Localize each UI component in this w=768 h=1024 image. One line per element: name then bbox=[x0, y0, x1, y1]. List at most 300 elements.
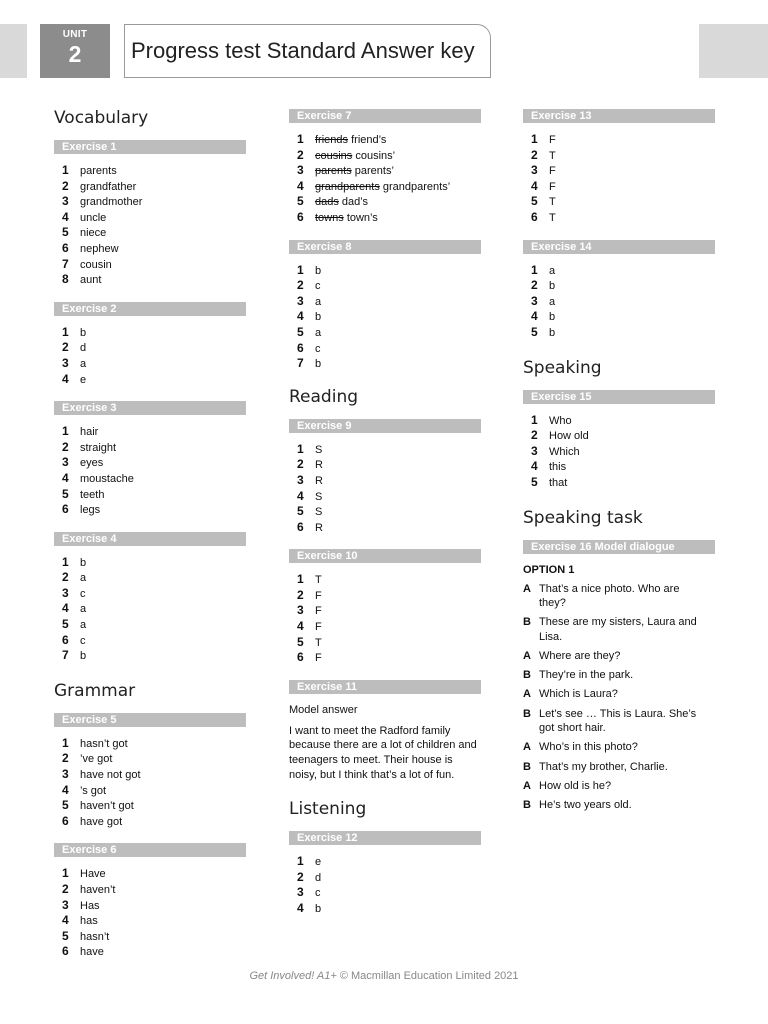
answer-item bbox=[62, 372, 246, 388]
answer-text: ’ve got bbox=[80, 753, 113, 766]
item-number: 1 bbox=[297, 132, 304, 146]
answer-text: grandmother bbox=[80, 196, 143, 209]
answer-item bbox=[62, 272, 246, 288]
answer-item bbox=[62, 555, 246, 571]
answer-item bbox=[62, 257, 246, 273]
answer-text: T bbox=[315, 636, 322, 649]
item-number: 4 bbox=[297, 901, 304, 915]
section-heading-vocabulary: Vocabulary bbox=[54, 108, 149, 128]
answer-text: grandparents’ bbox=[382, 180, 451, 193]
item-number: 7 bbox=[62, 256, 69, 271]
answer-item bbox=[297, 650, 481, 666]
answer-item bbox=[531, 179, 715, 195]
answer-item bbox=[62, 163, 246, 179]
exercise-bar: Exercise 10 bbox=[289, 549, 481, 563]
answer-text: nephew bbox=[80, 242, 119, 255]
exercise-bar: Exercise 16 Model dialogue bbox=[523, 540, 715, 554]
answer-item bbox=[297, 457, 481, 473]
answer-text: b bbox=[549, 326, 556, 339]
answer-item bbox=[297, 854, 481, 870]
item-number: 2 bbox=[62, 570, 69, 585]
answer-text: F bbox=[315, 605, 322, 618]
item-number: 7 bbox=[62, 648, 69, 663]
item-number: 5 bbox=[62, 928, 69, 943]
answer-text: parents’ bbox=[354, 165, 394, 178]
answer-list bbox=[289, 132, 481, 226]
answer-text: d bbox=[80, 342, 87, 355]
answer-text: have not got bbox=[80, 769, 141, 782]
page-edge-tab-right bbox=[699, 24, 768, 78]
answer-text: T bbox=[549, 149, 556, 162]
dialogue-text: Where are they? bbox=[539, 650, 621, 663]
dialogue-line bbox=[523, 798, 715, 813]
answer-text: e bbox=[80, 373, 87, 386]
answer-text: F bbox=[315, 589, 322, 602]
answer-item bbox=[297, 588, 481, 604]
item-number: 6 bbox=[297, 209, 304, 224]
option-label: OPTION 1 bbox=[523, 563, 575, 576]
answer-item bbox=[531, 325, 715, 341]
model-dialogue bbox=[523, 582, 715, 813]
exercise-bar: Exercise 14 bbox=[523, 240, 715, 254]
dialogue-text: Which is Laura? bbox=[539, 688, 618, 701]
answer-text: hasn’t got bbox=[80, 737, 128, 750]
answer-item bbox=[297, 442, 481, 458]
answer-text: T bbox=[549, 196, 556, 209]
item-number: 2 bbox=[531, 428, 538, 443]
exercise-9 bbox=[289, 419, 481, 536]
exercise-2 bbox=[54, 302, 246, 387]
answer-text: R bbox=[315, 521, 323, 534]
exercise-bar: Exercise 13 bbox=[523, 109, 715, 123]
footer-copyright: © Macmillan Education Limited 2021 bbox=[339, 970, 519, 982]
answer-text: c bbox=[80, 634, 86, 647]
item-number: 2 bbox=[62, 751, 69, 766]
item-number: 6 bbox=[62, 632, 69, 647]
answer-item bbox=[297, 901, 481, 917]
answer-item bbox=[62, 736, 246, 752]
item-number: 5 bbox=[62, 486, 69, 501]
dialogue-line bbox=[523, 615, 715, 644]
item-number: 5 bbox=[297, 324, 304, 339]
answer-text: F bbox=[549, 134, 556, 146]
answer-text: a bbox=[80, 619, 87, 632]
item-number: 4 bbox=[531, 459, 538, 474]
answer-item bbox=[62, 783, 246, 799]
item-number: 8 bbox=[62, 272, 69, 287]
answer-text: grandfather bbox=[80, 180, 137, 193]
item-number: 3 bbox=[531, 293, 538, 308]
answer-text: b bbox=[80, 650, 87, 663]
answer-text: S bbox=[315, 490, 323, 503]
speaker-label: A bbox=[523, 688, 531, 701]
item-number: 3 bbox=[62, 897, 69, 912]
item-number: 5 bbox=[62, 798, 69, 813]
answer-text: has bbox=[80, 915, 98, 928]
crossed-out-word: cousins bbox=[315, 149, 353, 162]
answer-list bbox=[54, 866, 246, 960]
exercise-bar: Exercise 6 bbox=[54, 843, 246, 857]
answer-text: haven’t bbox=[80, 884, 116, 896]
dialogue-line bbox=[523, 760, 715, 775]
item-number: 5 bbox=[62, 225, 69, 240]
answer-text: town’s bbox=[346, 211, 378, 224]
item-number: 3 bbox=[62, 355, 69, 370]
speaker-label: B bbox=[523, 798, 531, 811]
answer-item bbox=[297, 309, 481, 325]
item-number: 4 bbox=[297, 178, 304, 193]
item-number: 3 bbox=[62, 455, 69, 470]
item-number: 3 bbox=[297, 603, 304, 618]
answer-item bbox=[297, 263, 481, 279]
answer-text: have got bbox=[80, 815, 123, 828]
answer-item bbox=[62, 471, 246, 487]
answer-item bbox=[62, 814, 246, 830]
item-number: 2 bbox=[297, 587, 304, 602]
answer-list bbox=[54, 736, 246, 830]
crossed-out-word: grandparents bbox=[315, 180, 380, 193]
item-number: 6 bbox=[62, 240, 69, 255]
answer-item bbox=[531, 210, 715, 226]
answer-item bbox=[62, 767, 246, 783]
model-answer-text: I want to meet the Radford family because there are a lot of children and teenagers to meet. Their house is noisy, but I think that’s a lot of fun. bbox=[289, 724, 477, 781]
item-number: 5 bbox=[531, 324, 538, 339]
crossed-out-word: dads bbox=[315, 196, 339, 209]
answer-text: S bbox=[315, 506, 323, 519]
answer-text: R bbox=[315, 474, 323, 487]
item-number: 6 bbox=[62, 502, 69, 517]
item-number: 2 bbox=[297, 869, 304, 884]
answer-text: hasn’t bbox=[80, 930, 110, 943]
answer-item bbox=[531, 294, 715, 310]
dialogue-text: These are my sisters, Laura and Lisa. bbox=[539, 616, 697, 643]
answer-text: a bbox=[315, 295, 322, 308]
answer-item bbox=[62, 210, 246, 226]
answer-item bbox=[62, 882, 246, 898]
item-number: 1 bbox=[297, 262, 304, 277]
item-number: 1 bbox=[62, 163, 69, 177]
item-number: 4 bbox=[297, 309, 304, 324]
section-heading-speaking-task: Speaking task bbox=[523, 507, 643, 528]
answer-text: Have bbox=[80, 868, 106, 881]
answer-item bbox=[62, 798, 246, 814]
speaker-label: A bbox=[523, 650, 531, 663]
answer-item bbox=[531, 148, 715, 164]
page-edge-tab-left bbox=[0, 24, 27, 78]
answer-text: parents bbox=[80, 165, 117, 177]
answer-text: e bbox=[315, 856, 322, 869]
item-number: 6 bbox=[531, 209, 538, 224]
item-number: 5 bbox=[62, 617, 69, 632]
item-number: 2 bbox=[531, 278, 538, 293]
item-number: 4 bbox=[62, 782, 69, 797]
answer-item bbox=[62, 898, 246, 914]
dialogue-line bbox=[523, 649, 715, 664]
answer-text: c bbox=[80, 587, 86, 600]
item-number: 1 bbox=[297, 854, 304, 869]
answer-text: How old bbox=[549, 430, 589, 443]
exercise-14 bbox=[523, 240, 715, 341]
answer-item bbox=[297, 294, 481, 310]
item-number: 1 bbox=[531, 132, 538, 146]
answer-item bbox=[62, 424, 246, 440]
exercise-bar: Exercise 4 bbox=[54, 532, 246, 546]
answer-text: F bbox=[549, 165, 556, 178]
dialogue-text: That’s a nice photo. Who are they? bbox=[539, 582, 680, 610]
answer-item bbox=[62, 913, 246, 929]
answer-item bbox=[531, 194, 715, 210]
footer-book-title: Get Involved! A1+ bbox=[249, 970, 337, 982]
answer-list bbox=[54, 555, 246, 664]
item-number: 3 bbox=[62, 585, 69, 600]
dialogue-line bbox=[523, 668, 715, 683]
answer-text: Who bbox=[549, 414, 572, 427]
exercise-bar: Exercise 12 bbox=[289, 831, 481, 845]
item-number: 1 bbox=[297, 572, 304, 587]
answer-item bbox=[62, 241, 246, 257]
dialogue-line bbox=[523, 740, 715, 755]
answer-list bbox=[54, 424, 246, 518]
dialogue-text: Who’s in this photo? bbox=[539, 741, 638, 754]
crossed-out-word: parents bbox=[315, 165, 352, 178]
answer-text: T bbox=[549, 211, 556, 224]
answer-list bbox=[289, 854, 481, 916]
page-footer bbox=[0, 970, 768, 982]
answer-item bbox=[297, 520, 481, 536]
answer-item bbox=[297, 489, 481, 505]
dialogue-text: They’re in the park. bbox=[539, 669, 634, 682]
item-number: 4 bbox=[62, 601, 69, 616]
answer-item bbox=[297, 356, 481, 372]
unit-badge bbox=[40, 24, 110, 78]
answer-item bbox=[62, 225, 246, 241]
item-number: 4 bbox=[62, 470, 69, 485]
item-number: 3 bbox=[531, 443, 538, 458]
answer-text: F bbox=[549, 180, 556, 193]
answer-item bbox=[62, 586, 246, 602]
answer-item bbox=[62, 601, 246, 617]
answer-text: c bbox=[315, 280, 321, 293]
item-number: 4 bbox=[62, 371, 69, 386]
answer-text: niece bbox=[80, 227, 107, 240]
answer-text: haven’t got bbox=[80, 800, 134, 813]
answer-text: legs bbox=[80, 504, 101, 517]
answer-item bbox=[62, 617, 246, 633]
answer-text: ’s got bbox=[80, 784, 107, 797]
item-number: 2 bbox=[531, 147, 538, 162]
answer-text: hair bbox=[80, 426, 99, 439]
dialogue-text: Let’s see … This is Laura. She’s got short hair. bbox=[539, 707, 697, 735]
item-number: 3 bbox=[297, 885, 304, 900]
item-number: 4 bbox=[531, 309, 538, 324]
item-number: 6 bbox=[62, 813, 69, 828]
answer-item bbox=[62, 440, 246, 456]
answer-list bbox=[523, 413, 715, 491]
answer-item bbox=[531, 413, 715, 429]
answer-list bbox=[289, 442, 481, 536]
answer-text: b bbox=[549, 280, 556, 293]
dialogue-line bbox=[523, 582, 715, 611]
answer-item bbox=[297, 278, 481, 294]
answer-text: T bbox=[315, 574, 322, 587]
answer-item bbox=[62, 929, 246, 945]
column-2 bbox=[289, 100, 481, 931]
answer-item bbox=[62, 944, 246, 960]
item-number: 5 bbox=[531, 194, 538, 209]
answer-text: uncle bbox=[80, 211, 107, 224]
answer-text: this bbox=[549, 461, 567, 474]
answer-item bbox=[531, 263, 715, 279]
answer-item bbox=[297, 572, 481, 588]
answer-item bbox=[62, 340, 246, 356]
item-number: 6 bbox=[297, 650, 304, 665]
exercise-bar: Exercise 7 bbox=[289, 109, 481, 123]
answer-item bbox=[297, 473, 481, 489]
item-number: 4 bbox=[531, 178, 538, 193]
answer-list bbox=[54, 163, 246, 288]
answer-item bbox=[297, 194, 481, 210]
answer-text: a bbox=[80, 357, 87, 370]
dialogue-line bbox=[523, 779, 715, 794]
item-number: 2 bbox=[62, 178, 69, 193]
exercise-11 bbox=[289, 680, 481, 782]
exercise-1 bbox=[54, 140, 246, 288]
item-number: 4 bbox=[297, 488, 304, 503]
speaker-label: A bbox=[523, 582, 531, 595]
item-number: 6 bbox=[62, 944, 69, 959]
exercise-4 bbox=[54, 532, 246, 664]
answer-list bbox=[54, 325, 246, 387]
exercise-bar: Exercise 3 bbox=[54, 401, 246, 415]
exercise-bar: Exercise 11 bbox=[289, 680, 481, 694]
exercise-13 bbox=[523, 109, 715, 226]
item-number: 3 bbox=[297, 293, 304, 308]
answer-item bbox=[531, 278, 715, 294]
speaker-label: A bbox=[523, 779, 531, 792]
item-number: 1 bbox=[62, 866, 69, 881]
speaker-label: B bbox=[523, 669, 531, 682]
answer-item bbox=[62, 455, 246, 471]
answer-text: c bbox=[315, 342, 321, 355]
answer-item bbox=[297, 179, 481, 195]
item-number: 2 bbox=[297, 457, 304, 472]
answer-list bbox=[523, 263, 715, 341]
item-number: 4 bbox=[297, 619, 304, 634]
item-number: 1 bbox=[62, 735, 69, 750]
dialogue-line bbox=[523, 687, 715, 702]
exercise-8 bbox=[289, 240, 481, 372]
answer-text: F bbox=[315, 652, 322, 665]
speaker-label: B bbox=[523, 760, 531, 773]
answer-item bbox=[62, 502, 246, 518]
answer-text: a bbox=[549, 264, 556, 277]
section-heading-reading: Reading bbox=[289, 386, 359, 407]
item-number: 2 bbox=[62, 882, 69, 896]
answer-item bbox=[297, 619, 481, 635]
answer-text: c bbox=[315, 887, 321, 900]
answer-text: b bbox=[80, 556, 87, 569]
answer-item bbox=[531, 132, 715, 148]
exercise-15 bbox=[523, 390, 715, 491]
answer-text: F bbox=[315, 621, 322, 634]
item-number: 4 bbox=[62, 913, 69, 928]
exercise-bar: Exercise 2 bbox=[54, 302, 246, 316]
answer-text: b bbox=[315, 903, 322, 915]
item-number: 1 bbox=[531, 412, 538, 427]
item-number: 1 bbox=[297, 441, 304, 456]
answer-text: teeth bbox=[80, 488, 105, 501]
answer-item bbox=[297, 635, 481, 651]
answer-text: cousins’ bbox=[355, 149, 396, 162]
exercise-3 bbox=[54, 401, 246, 518]
answer-item bbox=[297, 885, 481, 901]
item-number: 2 bbox=[297, 278, 304, 293]
exercise-bar: Exercise 8 bbox=[289, 240, 481, 254]
answer-text: cousin bbox=[80, 258, 112, 271]
page-title: Progress test Standard Answer key bbox=[131, 38, 475, 63]
answer-text: b bbox=[315, 358, 322, 371]
answer-item bbox=[62, 194, 246, 210]
section-heading-grammar: Grammar bbox=[54, 680, 136, 701]
exercise-16 bbox=[523, 540, 715, 813]
dialogue-line bbox=[523, 707, 715, 736]
exercise-12 bbox=[289, 831, 481, 916]
exercise-bar: Exercise 5 bbox=[54, 713, 246, 727]
answer-item bbox=[297, 148, 481, 164]
exercise-7 bbox=[289, 109, 481, 226]
answer-text: d bbox=[315, 871, 322, 884]
answer-item bbox=[531, 459, 715, 475]
answer-text: straight bbox=[80, 441, 117, 454]
item-number: 1 bbox=[531, 262, 538, 277]
answer-item bbox=[531, 444, 715, 460]
unit-number: 2 bbox=[68, 41, 82, 67]
answer-text: Which bbox=[549, 445, 580, 458]
answer-item bbox=[531, 309, 715, 325]
answer-item bbox=[62, 570, 246, 586]
answer-text: b bbox=[549, 311, 556, 324]
answer-item bbox=[62, 648, 246, 664]
item-number: 5 bbox=[297, 194, 304, 209]
dialogue-text: That’s my brother, Charlie. bbox=[539, 760, 668, 773]
section-heading-listening: Listening bbox=[289, 799, 367, 820]
item-number: 3 bbox=[297, 472, 304, 487]
item-number: 6 bbox=[297, 519, 304, 534]
item-number: 1 bbox=[62, 424, 69, 439]
answer-text: a bbox=[549, 295, 556, 308]
answer-text: b bbox=[315, 311, 322, 324]
column-1 bbox=[54, 100, 246, 974]
answer-text: moustache bbox=[80, 472, 134, 485]
item-number: 5 bbox=[297, 634, 304, 649]
answer-list bbox=[289, 263, 481, 372]
item-number: 5 bbox=[297, 504, 304, 519]
exercise-6 bbox=[54, 843, 246, 960]
answer-text: that bbox=[549, 476, 568, 489]
answer-item bbox=[297, 870, 481, 886]
answer-item bbox=[62, 325, 246, 341]
answer-item bbox=[297, 603, 481, 619]
item-number: 3 bbox=[62, 767, 69, 782]
answer-text: S bbox=[315, 443, 323, 456]
answer-text: have bbox=[80, 946, 104, 959]
exercise-bar: Exercise 9 bbox=[289, 419, 481, 433]
title-box bbox=[124, 24, 491, 78]
answer-item bbox=[297, 341, 481, 357]
item-number: 4 bbox=[62, 209, 69, 224]
answer-text: a bbox=[315, 326, 322, 339]
answer-item bbox=[62, 633, 246, 649]
